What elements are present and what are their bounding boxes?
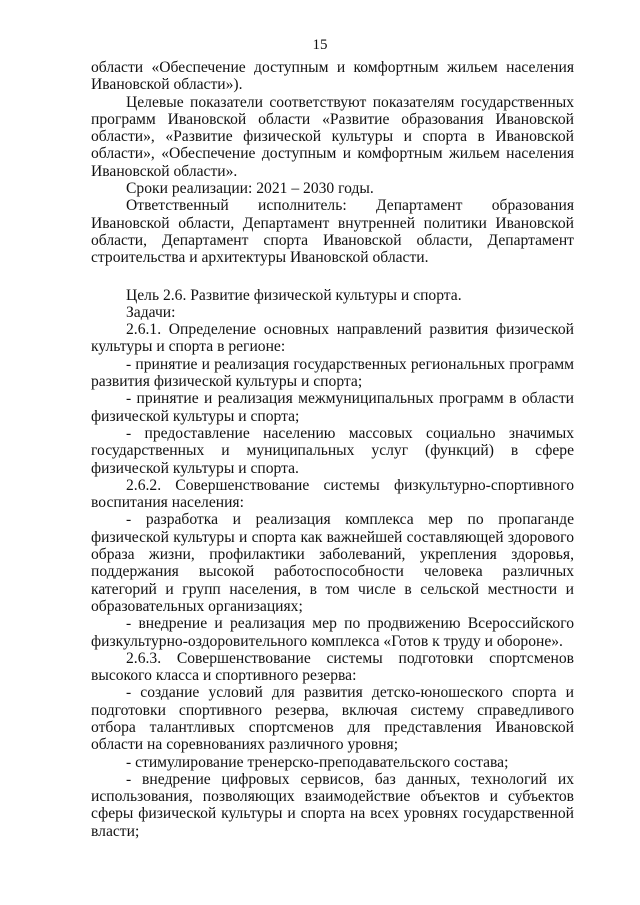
paragraph-task-2-6-3: 2.6.3. Совершенствование системы подготовки спортсменов высокого класса и спортивного резерва: bbox=[91, 649, 574, 685]
list-item-gto-complex: - внедрение и реализация мер по продвижению Всероссийского физкультурно-оздоровительного комплекса «Готов к труду и обороне». bbox=[91, 615, 574, 650]
list-item-regional-programs: - принятие и реализация государственных региональных программ развития физической культуры и спорта; bbox=[91, 355, 574, 391]
paragraph-implementation-period: Сроки реализации: 2021 – 2030 годы. bbox=[126, 180, 374, 198]
document-body bbox=[91, 59, 574, 840]
list-item-intermunicipal-programs: - принятие и реализация межмуниципальных программ в области физической культуры и спорта; bbox=[91, 390, 574, 425]
list-item-coach-incentives: - стимулирование тренерско-преподавательского состава; bbox=[126, 753, 509, 771]
list-item-promotion-measures: - разработка и реализация комплекса мер по пропаганде физической культуры и спорта как важнейшей составляющей здорового образа жизни, профилактики заболеваний, укрепления здоровья, поддержания высокой работоспособности человека различных категорий и групп населения, в том числе в сельской местности и образовательных организациях; bbox=[91, 511, 574, 615]
page-number: 15 bbox=[312, 37, 328, 53]
list-item-public-services: - предоставление населению массовых социально значимых государственных и муниципальных услуг (функций) в сфере физической культуры и спорта. bbox=[91, 424, 574, 477]
list-item-digital-services: - внедрение цифровых сервисов, баз данных, технологий их использования, позволяющих взаимодействие объектов и субъектов сферы физической культуры и спорта на всех уровнях государственной власти; bbox=[91, 770, 574, 840]
paragraph-housing-continuation: области «Обеспечение доступным и комфортным жильем населения Ивановской области»). bbox=[91, 59, 574, 94]
list-item-youth-sport-conditions: - создание условий для развития детско-юношеского спорта и подготовки спортивного резерва, включая систему справедливого отбора талантливых спортсменов для представления Ивановской области на соревнованиях различного уровня; bbox=[91, 684, 574, 754]
paragraph-goal-2-6: Цель 2.6. Развитие физической культуры и спорта. bbox=[126, 286, 462, 304]
paragraph-responsible-executor: Ответственный исполнитель: Департамент образования Ивановской области, Департамент внутренней политики Ивановской области, Департамент спорта Ивановской области, Департамент строительства и архитектуры Ивановской области. bbox=[91, 197, 574, 267]
paragraph-tasks-heading: Задачи: bbox=[126, 303, 176, 321]
paragraph-task-2-6-1: 2.6.1. Определение основных направлений развития физической культуры и спорта в регионе: bbox=[91, 321, 574, 356]
paragraph-task-2-6-2: 2.6.2. Совершенствование системы физкультурно-спортивного воспитания населения: bbox=[91, 476, 574, 512]
paragraph-target-indicators: Целевые показатели соответствуют показателям государственных программ Ивановской области «Развитие образования Ивановской области», «Развитие физической культуры и спорта в Ивановской области», «Обеспечение доступным и комфортным жильем населения Ивановской области». bbox=[91, 93, 574, 180]
